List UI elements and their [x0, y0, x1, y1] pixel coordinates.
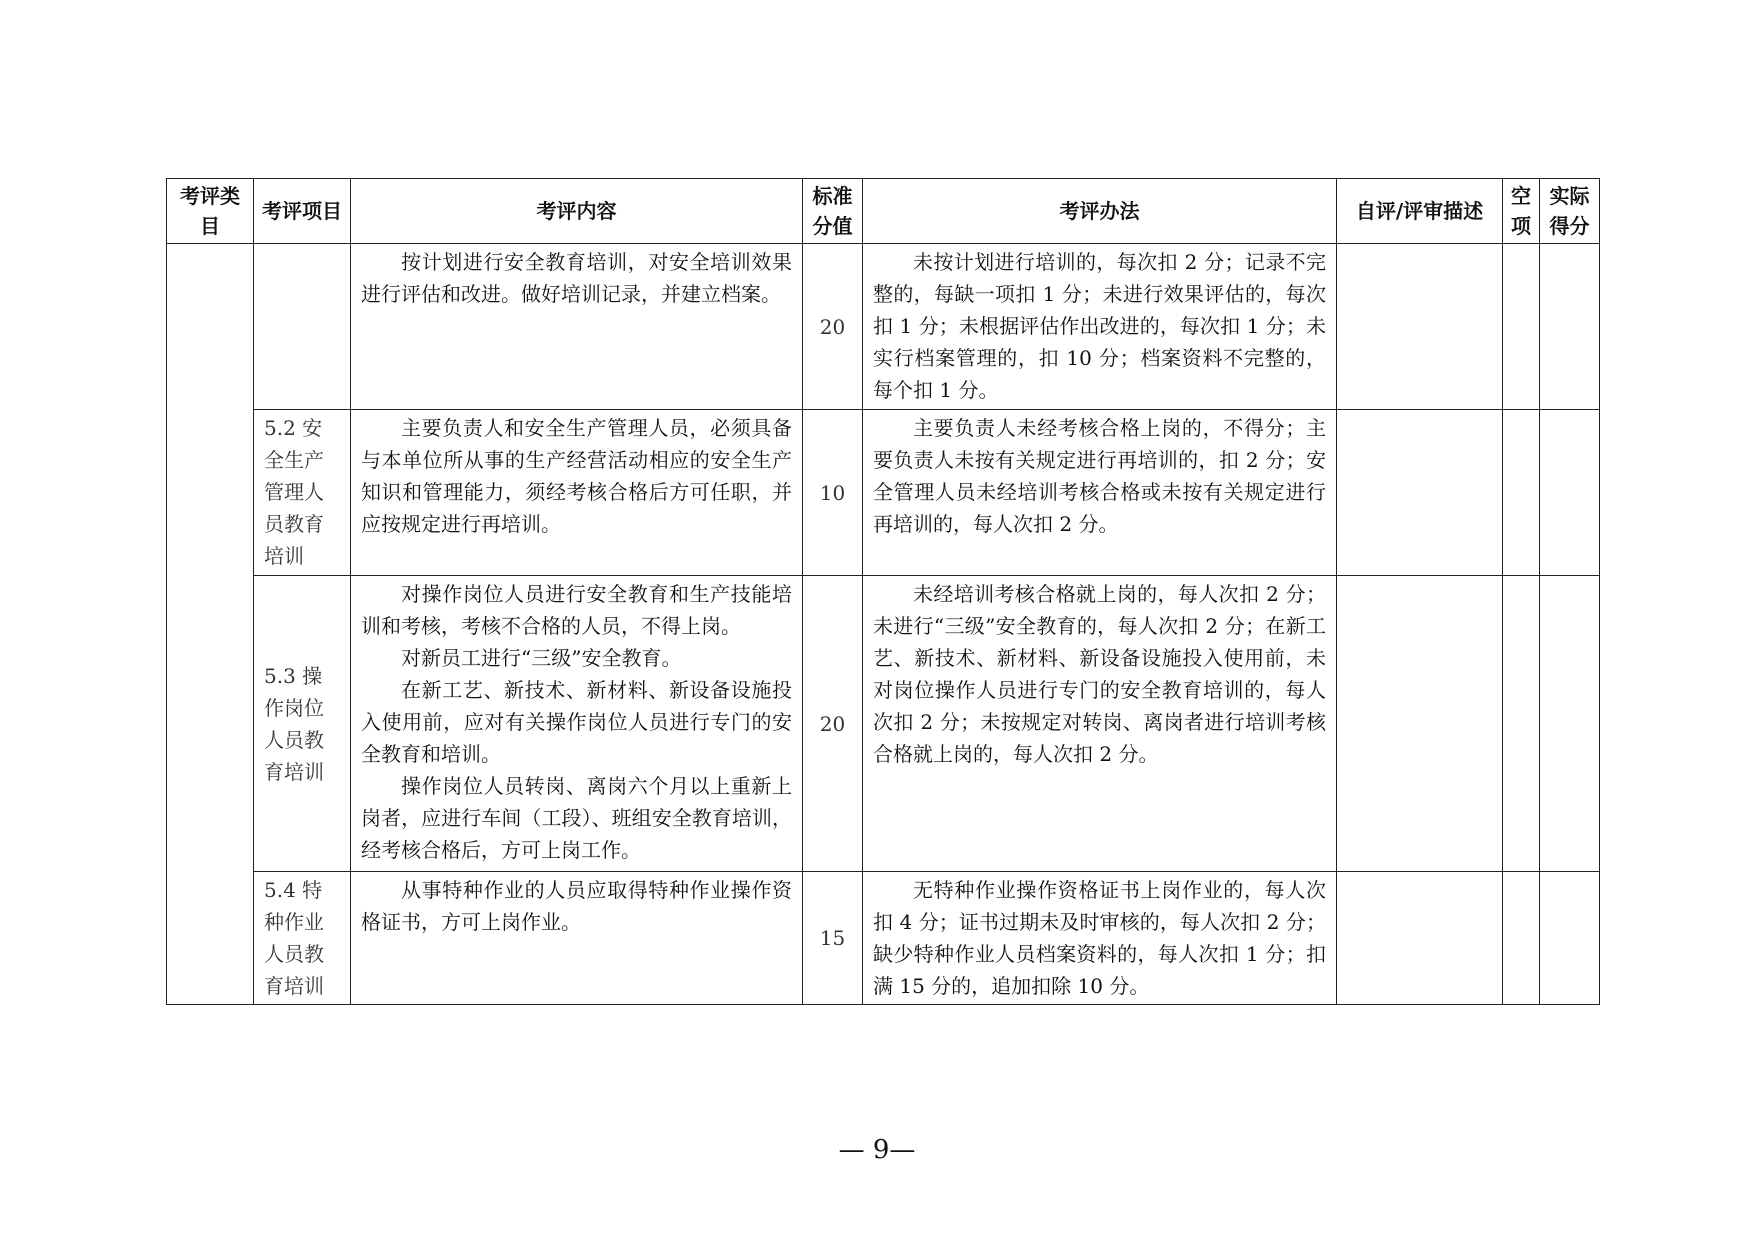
item-cell: 5.4 特种作业人员教育培训	[254, 872, 351, 1005]
header-score: 标准分值	[803, 179, 863, 244]
blank-cell	[1503, 576, 1540, 872]
self-eval-cell	[1337, 576, 1503, 872]
self-eval-cell	[1337, 410, 1503, 576]
header-item: 考评项目	[254, 179, 351, 244]
header-actual: 实际得分	[1540, 179, 1600, 244]
content-paragraph: 操作岗位人员转岗、离岗六个月以上重新上岗者，应进行车间（工段）、班组安全教育培训，经考核合格后，方可上岗工作。	[361, 774, 792, 862]
table-body	[167, 244, 1600, 1005]
content-paragraph: 对操作岗位人员进行安全教育和生产技能培训和考核，考核不合格的人员，不得上岗。	[361, 582, 792, 638]
header-self-eval: 自评/评审描述	[1337, 179, 1503, 244]
table-row	[167, 244, 1600, 410]
item-cell: 5.3 操作岗位人员教育培训	[254, 576, 351, 872]
blank-cell	[1503, 410, 1540, 576]
content-cell	[351, 244, 803, 410]
item-cell: 5.2 安全生产管理人员教育培训	[254, 410, 351, 576]
content-paragraph: 主要负责人和安全生产管理人员，必须具备与本单位所从事的生产经营活动相应的安全生产知识和管理能力，须经考核合格后方可任职，并应按规定进行再培训。	[361, 416, 792, 536]
self-eval-cell	[1337, 872, 1503, 1005]
score-cell: 15	[803, 872, 863, 1005]
table-row	[167, 576, 1600, 872]
header-row	[167, 179, 1600, 244]
actual-score-cell	[1540, 410, 1600, 576]
content-paragraph: 按计划进行安全教育培训，对安全培训效果进行评估和改进。做好培训记录，并建立档案。	[361, 250, 792, 306]
table-row	[167, 872, 1600, 1005]
evaluation-table	[166, 178, 1600, 1005]
score-cell: 20	[803, 244, 863, 410]
actual-score-cell	[1540, 576, 1600, 872]
method-cell	[863, 576, 1337, 872]
item-cell	[254, 244, 351, 410]
content-cell	[351, 872, 803, 1005]
header-content: 考评内容	[351, 179, 803, 244]
content-paragraph: 在新工艺、新技术、新材料、新设备设施投入使用前，应对有关操作岗位人员进行专门的安全教育和培训。	[361, 678, 792, 766]
actual-score-cell	[1540, 244, 1600, 410]
actual-score-cell	[1540, 872, 1600, 1005]
method-paragraph: 无特种作业操作资格证书上岗作业的，每人次扣 4 分；证书过期未及时审核的，每人次扣 2 分；缺少特种作业人员档案资料的，每人次扣 1 分；扣满 15 分的，追加扣除 10 分。	[873, 878, 1326, 998]
score-cell: 20	[803, 576, 863, 872]
blank-cell	[1503, 872, 1540, 1005]
header-category: 考评类目	[167, 179, 254, 244]
method-paragraph: 未经培训考核合格就上岗的，每人次扣 2 分；未进行“三级”安全教育的，每人次扣 2 分；在新工艺、新技术、新材料、新设备设施投入使用前，未对岗位操作人员进行专门的安全教育培训的，每人次扣 2 分；未按规定对转岗、离岗者进行培训考核合格就上岗的，每人次扣 2 分。	[873, 582, 1326, 766]
method-cell	[863, 872, 1337, 1005]
page-number: — 9—	[838, 1135, 916, 1165]
header-method: 考评办法	[863, 179, 1337, 244]
content-paragraph: 从事特种作业的人员应取得特种作业操作资格证书，方可上岗作业。	[361, 878, 792, 934]
content-cell	[351, 576, 803, 872]
score-cell: 10	[803, 410, 863, 576]
method-paragraph: 未按计划进行培训的，每次扣 2 分；记录不完整的，每缺一项扣 1 分；未进行效果评估的，每次扣 1 分；未根据评估作出改进的，每次扣 1 分；未实行档案管理的，扣 10 分；档案资料不完整的，每个扣 1 分。	[873, 250, 1326, 402]
content-paragraph: 对新员工进行“三级”安全教育。	[401, 646, 682, 670]
method-paragraph: 主要负责人未经考核合格上岗的，不得分；主要负责人未按有关规定进行再培训的，扣 2 分；安全管理人员未经培训考核合格或未按有关规定进行再培训的，每人次扣 2 分。	[873, 416, 1326, 536]
content-cell	[351, 410, 803, 576]
self-eval-cell	[1337, 244, 1503, 410]
category-cell	[167, 244, 254, 1005]
method-cell	[863, 244, 1337, 410]
table-row	[167, 410, 1600, 576]
blank-cell	[1503, 244, 1540, 410]
method-cell	[863, 410, 1337, 576]
header-blank: 空项	[1503, 179, 1540, 244]
